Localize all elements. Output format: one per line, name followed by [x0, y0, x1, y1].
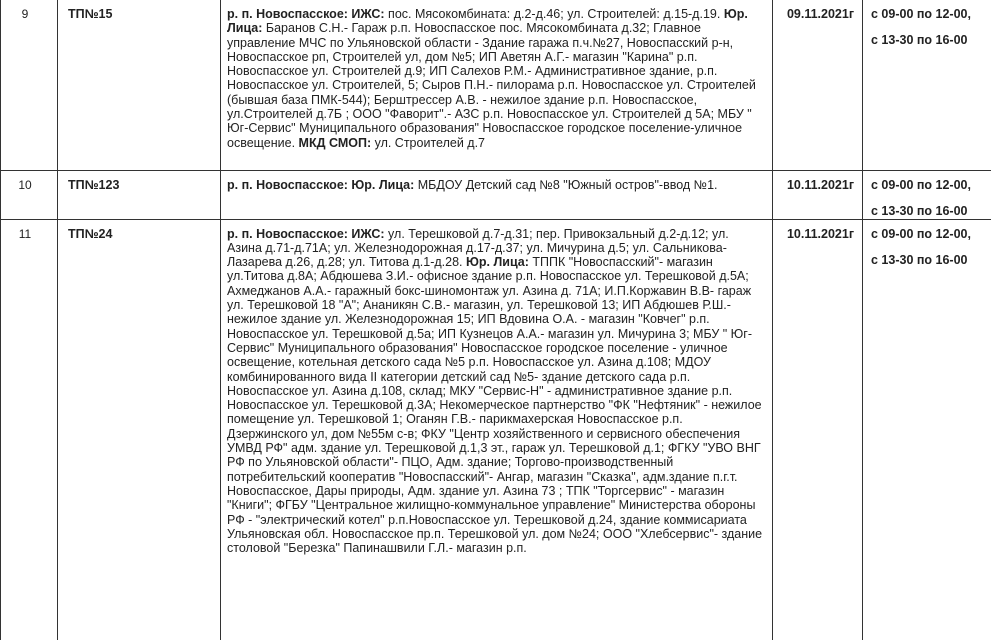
substation-cell [58, 0, 221, 171]
address-segment: ТППК "Новоспасский"- магазин ул.Титова д.8А; Абдюшева З.И.- офисное здание р.п. Новоспасское ул. Терешковой д.5А; Ахмеджанов А.А.- гаражный бокс-шиномонтаж ул. Азина д. 71А; И.П.Коржавин В.В- гараж ул. Терешковой 18 "А"; Ананикян С.В.- магазин, ул. Терешковой 13; ИП Абдюшев Р.Ш.- нежилое здание ул. Железнодорожная 15; ИП Вдовина О.А. - магазин "Ковчег" р.п. Новоспасское ул. Терешковой д.5а; ИП Кузнецов А.А.- магазин ул. Мичурина 3; МБУ " Юг-Сервис" Муниципального образования" Новоспасское городское поселение - уличное освещение, котельная детского сада №5 р.п. Новоспасское ул. Азина д.108; МДОУ комбинированного вида II категории детский сад №5- здание детского сада р.п. Новоспасское ул. Азина д.108, склад; МКУ "Сервис-Н" - административное здание р.п. Новоспасское ул. Терешковой д.3А; Некомерческое партнерство "ФК "Нефтяник" - нежилое помещение ул. Терешковой 1; Оганян Г.В.- парикмахерская Новоспасское р.п. Дзержинского ул, дом №55м с-в; ФКУ "Центр хозяйственного и сервисного обеспечения УМВД РФ" адм. здание ул. Терешковой д.1,3 эт., гараж ул. Терешковой д.1; ФГКУ "УВО ВНГ РФ по Ульяновской области"- ПЦО, Адм. здание; Торгово-производственный потребительский кооператив "Новоспасский"- Ангар, магазин "Сказка", адм.здание п.г.т. Новоспасское, Дары природы, Адм. здание ул. Азина 73 ; ТПК "Торгсервис" - магазин "Книги"; ФГБУ "Центральное жилищно-коммунальное управление" Министерства обороны РФ - "электрический котел" р.п.Новоспасское ул. Терешковой д.24, здание коммисариата Ульяновская обл. Новоспасское пр.п. Терешковой ул. дом №24; ООО "Хлебсервис"- здание столовой "Березка" Папинашвили Г.Л.- магазин р.п. [227, 255, 762, 555]
outage-date: 10.11.2021г [773, 220, 862, 241]
address-cell [221, 171, 773, 220]
time-slot-afternoon: с 13-30 по 16-00 [871, 204, 991, 218]
time-slot-afternoon: с 13-30 по 16-00 [871, 33, 991, 47]
row-number-cell [1, 219, 58, 640]
date-cell [773, 0, 863, 171]
substation-name: ТП№24 [58, 220, 220, 241]
address-cell [221, 219, 773, 640]
address-segment: Баранов С.Н.- Гараж р.п. Новоспасское пос. Мясокомбината д.32; Главное управление МЧС по Ульяновской области - Здание гаража п.ч.№27, Новоспасский р-н, Новоспасское рп, Строителей ул, дом №5; ИП Аветян А.Г.- магазин "Карина" р.п. Новоспасское ул. Строителей д.9; ИП Салехов Р.М.- Административное здание, р.п. Новоспасское ул. Строителей, 5; Сыров П.Н.- пилорама р.п. Новоспасское ул. Строителей (бывшая база ПМК-544); Берштрессер А.В. - нежилое здание р.п. Новоспасское, ул.Строителей д.7Б ; ООО "Фаворит".- АЗС р.п. Новоспасское ул. Строителей д 5А; МБУ " Юг-Сервис" Муниципального образования" Новоспасское городское поселение-уличное освещение. [227, 21, 756, 149]
time-cell [863, 171, 991, 220]
time-slot-morning: с 09-00 по 12-00, [871, 7, 991, 21]
address-segment: пос. Мясокомбината: д.2-д.46; ул. Строителей: д.15-д.19. [388, 7, 724, 21]
substation-cell [58, 219, 221, 640]
date-cell [773, 171, 863, 220]
address-segment: ул. Терешковой д.7-д.31; пер. Привокзальный д.2-д.12; ул. Азина д.71-д.71А; ул. Железнодорожная д.17-д.37; ул. Мичурина д.5; ул. Сальникова-Лазарева д.26, д.28; ул. Титова д.1-д.28. [227, 227, 729, 270]
row-number: 9 [1, 0, 57, 21]
row-number-cell [1, 171, 58, 220]
time-cell [863, 0, 991, 171]
substation-name: ТП№15 [58, 0, 220, 21]
outage-date: 09.11.2021г [773, 0, 862, 21]
time-slot-morning: с 09-00 по 12-00, [871, 227, 991, 241]
row-number: 10 [1, 171, 57, 192]
address-segment: МБДОУ Детский сад №8 "Южный остров"-ввод №1. [418, 178, 718, 192]
address-heading: Юр. Лица: [466, 255, 532, 269]
address-heading: р. п. Новоспасское: ИЖС: [227, 227, 388, 241]
address-segment: ул. Строителей д.7 [375, 136, 485, 150]
table-row [1, 219, 991, 640]
substation-cell [58, 171, 221, 220]
address-text [221, 171, 772, 192]
address-text [221, 0, 772, 150]
row-number: 11 [1, 220, 57, 241]
table-row [1, 0, 991, 171]
address-heading: МКД СМОП: [299, 136, 375, 150]
address-heading: р. п. Новоспасское: Юр. Лица: [227, 178, 418, 192]
address-heading: Юр. Лица: [227, 7, 748, 35]
table-row [1, 171, 991, 220]
outage-date: 10.11.2021г [773, 171, 862, 192]
time-slot-morning: с 09-00 по 12-00, [871, 178, 991, 192]
address-cell [221, 0, 773, 171]
date-cell [773, 219, 863, 640]
address-text [221, 220, 772, 556]
row-number-cell [1, 0, 58, 171]
time-slot-afternoon: с 13-30 по 16-00 [871, 253, 991, 267]
substation-name: ТП№123 [58, 171, 220, 192]
address-heading: р. п. Новоспасское: ИЖС: [227, 7, 388, 21]
time-cell [863, 219, 991, 640]
